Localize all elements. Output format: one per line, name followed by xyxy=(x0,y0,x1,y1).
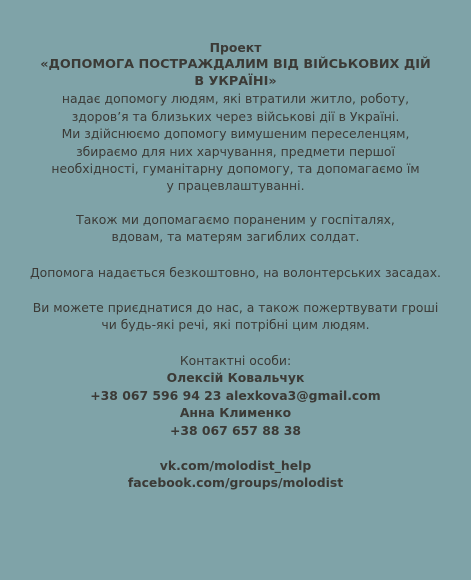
project-title-line-1: «ДОПОМОГА ПОСТРАЖДАЛИМ ВІД ВІЙСЬКОВИХ ДІЙ xyxy=(40,57,431,73)
contact-person-1-name: Олексій Ковальчук xyxy=(166,370,305,386)
join-paragraph xyxy=(0,299,471,334)
wounded-line: Також ми допомагаємо пораненим у госпіталях, xyxy=(76,211,395,227)
contact-person-2-name: Анна Клименко xyxy=(179,405,292,421)
wounded-paragraph xyxy=(0,211,471,246)
facebook-link: facebook.com/groups/molodist xyxy=(127,475,344,491)
join-line: чи будь-які речі, які потрібні цим людям. xyxy=(101,317,370,333)
intro-line: здоров’я та близьких через військові дії в Україні. xyxy=(71,108,400,124)
intro-paragraph xyxy=(0,90,471,194)
contacts-label: Контактні особи: xyxy=(179,352,292,368)
wounded-line: вдовам, та матерям загиблих солдат. xyxy=(111,229,360,245)
intro-line: необхідності, гуманітарну допомогу, та допомагаємо їм xyxy=(51,161,420,177)
project-title-line-2: В УКРАЇНІ» xyxy=(194,74,277,90)
intro-line: Ми здійснюємо допомогу вимушеним переселенцям, xyxy=(61,126,410,142)
intro-line: збираємо для них харчування, предмети першої xyxy=(76,143,395,159)
contact-person-1-details: +38 067 596 94 23 alexkova3@gmail.com xyxy=(90,387,381,403)
contacts-block xyxy=(0,352,471,439)
project-label: Проект xyxy=(209,40,262,55)
intro-line: надає допомогу людям, які втратили житло, роботу, xyxy=(61,91,410,107)
vk-link: vk.com/molodist_help xyxy=(159,457,312,473)
links-block xyxy=(0,457,471,492)
free-help-text: Допомога надається безкоштовно, на волонтерських засадах. xyxy=(30,264,441,280)
join-line: Ви можете приєднатися до нас, а також пожертвувати гроші xyxy=(32,300,439,316)
contact-person-2-phone: +38 067 657 88 38 xyxy=(169,422,302,438)
intro-line: у працевлаштуванні. xyxy=(166,178,305,194)
